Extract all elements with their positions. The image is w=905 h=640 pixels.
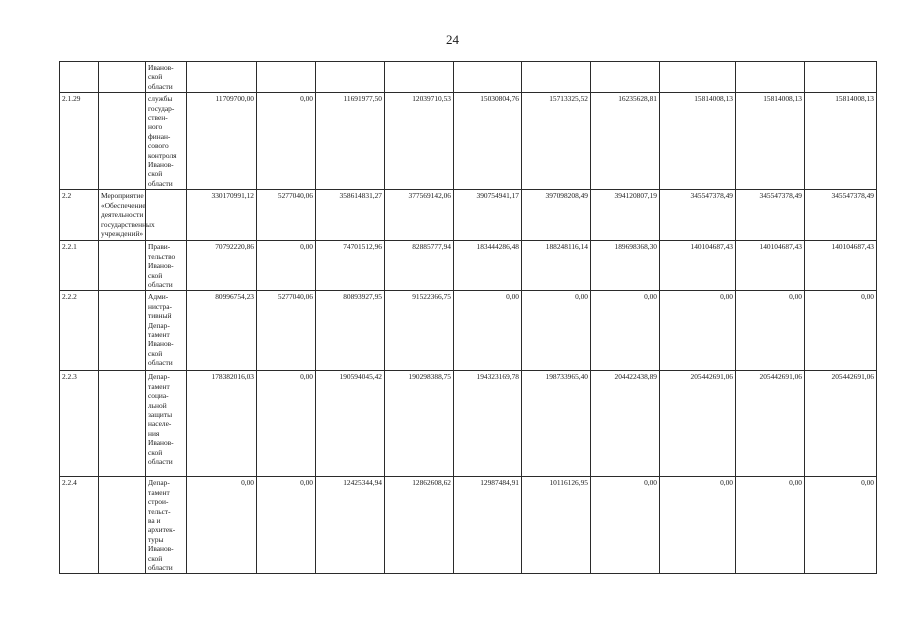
table-row <box>60 190 877 241</box>
value-cell: 15814008,13 <box>660 93 736 190</box>
value-cell: 345547378,49 <box>660 190 736 241</box>
value-cell: 0,00 <box>591 291 660 371</box>
value-cell: 0,00 <box>591 477 660 574</box>
row-name-cell <box>99 241 146 291</box>
value-cell: 12987484,91 <box>454 477 522 574</box>
row-responsible-cell <box>146 477 187 574</box>
row-responsible-cell <box>146 371 187 477</box>
cell-text: Депар- тамент социа- льной защиты населе- ния Иванов- ской области <box>148 372 174 466</box>
value-cell: 15030804,76 <box>454 93 522 190</box>
value-cell: 15713325,52 <box>522 93 591 190</box>
row-name-cell <box>99 291 146 371</box>
row-responsible-cell <box>146 241 187 291</box>
value-cell: 140104687,43 <box>805 241 877 291</box>
row-code-cell <box>60 190 99 241</box>
row-responsible-cell <box>146 93 187 190</box>
value-cell: 0,00 <box>257 477 316 574</box>
value-cell: 0,00 <box>187 477 257 574</box>
budget-table <box>59 61 877 574</box>
value-cell <box>805 62 877 93</box>
row-responsible-cell <box>146 62 187 93</box>
value-cell: 91522366,75 <box>385 291 454 371</box>
value-cell: 194323169,78 <box>454 371 522 477</box>
value-cell <box>660 62 736 93</box>
value-cell: 11691977,50 <box>316 93 385 190</box>
value-cell: 330170991,12 <box>187 190 257 241</box>
row-name-cell <box>99 62 146 93</box>
value-cell: 0,00 <box>454 291 522 371</box>
value-cell: 82885777,94 <box>385 241 454 291</box>
cell-text: 2.2.2 <box>62 292 77 302</box>
value-cell <box>316 62 385 93</box>
value-cell <box>522 62 591 93</box>
value-cell: 358614831,27 <box>316 190 385 241</box>
value-cell: 345547378,49 <box>736 190 805 241</box>
cell-text: Мероприятие «Обеспечение деятельности государственных учреждений» <box>101 191 155 238</box>
value-cell <box>454 62 522 93</box>
table-row <box>60 93 877 190</box>
table-row <box>60 291 877 371</box>
value-cell: 183444286,48 <box>454 241 522 291</box>
value-cell: 377569142,06 <box>385 190 454 241</box>
value-cell: 390754941,17 <box>454 190 522 241</box>
cell-text: Прави- тельство Иванов- ской области <box>148 242 176 289</box>
value-cell: 80893927,95 <box>316 291 385 371</box>
value-cell: 0,00 <box>736 291 805 371</box>
value-cell: 178382016,03 <box>187 371 257 477</box>
cell-text: Депар- тамент строи- тельст- ва и архитек- туры Иванов- ской области <box>148 478 176 572</box>
cell-text: 2.2 <box>62 191 72 201</box>
value-cell <box>736 62 805 93</box>
value-cell: 5277040,06 <box>257 291 316 371</box>
value-cell <box>591 62 660 93</box>
value-cell <box>187 62 257 93</box>
table-row <box>60 241 877 291</box>
row-code-cell <box>60 371 99 477</box>
value-cell: 15814008,13 <box>805 93 877 190</box>
value-cell: 205442691,06 <box>805 371 877 477</box>
value-cell: 205442691,06 <box>736 371 805 477</box>
value-cell: 394120807,19 <box>591 190 660 241</box>
row-code-cell <box>60 291 99 371</box>
value-cell <box>385 62 454 93</box>
value-cell: 16235628,81 <box>591 93 660 190</box>
page-number: 24 <box>446 32 459 47</box>
value-cell: 10116126,95 <box>522 477 591 574</box>
value-cell: 188248116,14 <box>522 241 591 291</box>
cell-text: 2.2.4 <box>62 478 77 488</box>
row-name-cell <box>99 371 146 477</box>
value-cell: 345547378,49 <box>805 190 877 241</box>
row-responsible-cell <box>146 291 187 371</box>
row-code-cell <box>60 241 99 291</box>
value-cell: 0,00 <box>805 291 877 371</box>
value-cell: 80996754,23 <box>187 291 257 371</box>
value-cell: 70792220,86 <box>187 241 257 291</box>
table-row <box>60 62 877 93</box>
value-cell: 140104687,43 <box>660 241 736 291</box>
value-cell: 5277040,06 <box>257 190 316 241</box>
row-code-cell <box>60 62 99 93</box>
value-cell: 198733965,40 <box>522 371 591 477</box>
value-cell: 11709700,00 <box>187 93 257 190</box>
value-cell: 12039710,53 <box>385 93 454 190</box>
value-cell: 74701512,96 <box>316 241 385 291</box>
row-responsible-cell <box>146 190 187 241</box>
value-cell: 189698368,30 <box>591 241 660 291</box>
value-cell: 204422438,89 <box>591 371 660 477</box>
value-cell <box>257 62 316 93</box>
value-cell: 15814008,13 <box>736 93 805 190</box>
value-cell: 0,00 <box>257 371 316 477</box>
row-code-cell <box>60 93 99 190</box>
value-cell: 0,00 <box>736 477 805 574</box>
value-cell: 0,00 <box>522 291 591 371</box>
value-cell: 0,00 <box>257 241 316 291</box>
cell-text: Адми- нистра- тивный Депар- тамент Иванов- ской области <box>148 292 174 368</box>
value-cell: 12425344,94 <box>316 477 385 574</box>
value-cell: 205442691,06 <box>660 371 736 477</box>
cell-text: Иванов- ской области <box>148 63 174 91</box>
value-cell: 190594045,42 <box>316 371 385 477</box>
row-code-cell <box>60 477 99 574</box>
table-row <box>60 371 877 477</box>
value-cell: 0,00 <box>805 477 877 574</box>
value-cell: 0,00 <box>660 291 736 371</box>
row-name-cell <box>99 93 146 190</box>
table-row <box>60 477 877 574</box>
value-cell: 0,00 <box>257 93 316 190</box>
value-cell: 12862608,62 <box>385 477 454 574</box>
value-cell: 190298388,75 <box>385 371 454 477</box>
value-cell: 0,00 <box>660 477 736 574</box>
cell-text: 2.2.1 <box>62 242 77 252</box>
value-cell: 140104687,43 <box>736 241 805 291</box>
cell-text: службы государ- ствен- ного финан- сового контроля Иванов- ской области <box>148 94 177 188</box>
cell-text: 2.1.29 <box>62 94 81 104</box>
cell-text: 2.2.3 <box>62 372 77 382</box>
row-name-cell <box>99 477 146 574</box>
value-cell: 397098208,49 <box>522 190 591 241</box>
row-name-cell <box>99 190 155 241</box>
